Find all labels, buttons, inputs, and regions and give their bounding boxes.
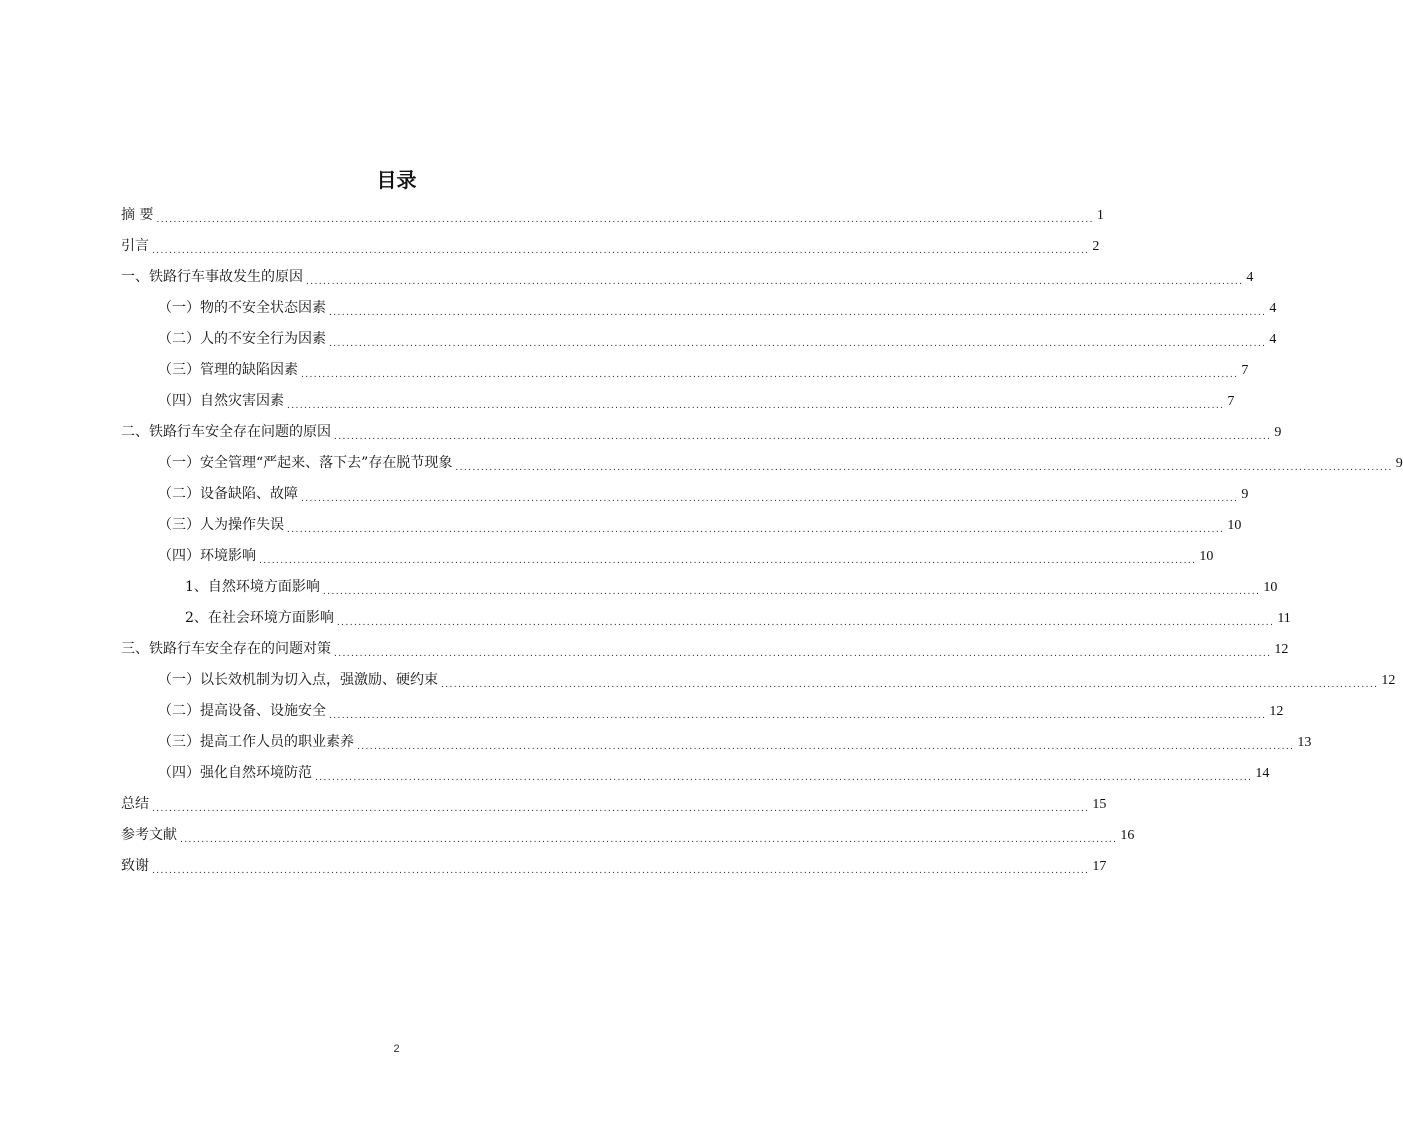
toc-entry-page: 2 bbox=[1092, 239, 1100, 254]
toc-entry-label: （四）环境影响 bbox=[158, 548, 256, 564]
toc-entry[interactable] bbox=[121, 293, 1277, 324]
toc-entry-label: （一）安全管理“严起来、落下去”存在脱节现象 bbox=[158, 455, 453, 471]
dot-leader: ............................................................................................................................................................................................................................ bbox=[455, 463, 1393, 473]
toc-entry[interactable] bbox=[121, 541, 1214, 572]
toc-entry[interactable] bbox=[121, 696, 1284, 727]
toc-entry[interactable] bbox=[121, 262, 1254, 293]
toc-entry[interactable] bbox=[121, 200, 1104, 231]
dot-leader: ............................................................................................................................................................................................................................ bbox=[156, 215, 1094, 225]
toc-entry-label: 二、铁路行车安全存在问题的原因 bbox=[121, 424, 331, 440]
toc-entry-page: 7 bbox=[1227, 394, 1235, 409]
dot-leader: ............................................................................................................................................................................................................................ bbox=[336, 618, 1275, 628]
dot-leader: ............................................................................................................................................................................................................................ bbox=[152, 804, 1090, 814]
toc-title: 目录 bbox=[376, 168, 417, 192]
toc-entry-label: （三）人为操作失误 bbox=[158, 517, 284, 533]
toc-entry-page: 4 bbox=[1269, 332, 1277, 347]
toc-entry-page: 14 bbox=[1255, 766, 1270, 781]
toc-entry-label: 1、自然环境方面影响 bbox=[185, 579, 320, 595]
dot-leader: ............................................................................................................................................................................................................................ bbox=[322, 587, 1261, 597]
toc-entry-page: 7 bbox=[1241, 363, 1249, 378]
toc-entry-page: 4 bbox=[1246, 270, 1254, 285]
toc-entry[interactable] bbox=[121, 789, 1107, 820]
toc-entry-label: （三）提高工作人员的职业素养 bbox=[158, 734, 354, 750]
toc-entry-label: （二）人的不安全行为因素 bbox=[158, 331, 326, 347]
toc-entry[interactable] bbox=[121, 820, 1135, 851]
toc-entry-page: 16 bbox=[1120, 828, 1135, 843]
toc-entry-label: 参考文献 bbox=[121, 827, 177, 843]
dot-leader: ............................................................................................................................................................................................................................ bbox=[329, 711, 1267, 721]
toc-entry[interactable] bbox=[121, 231, 1100, 262]
toc-entry-page: 17 bbox=[1092, 859, 1107, 874]
dot-leader: ............................................................................................................................................................................................................................ bbox=[287, 401, 1225, 411]
toc-entry[interactable] bbox=[121, 665, 1396, 696]
toc-entry-label: 一、铁路行车事故发生的原因 bbox=[121, 269, 303, 285]
dot-leader: ............................................................................................................................................................................................................................ bbox=[334, 432, 1272, 442]
toc-entry-label: 摘 要 bbox=[121, 207, 154, 223]
dot-leader: ............................................................................................................................................................................................................................ bbox=[152, 246, 1090, 256]
toc-entry[interactable] bbox=[121, 603, 1291, 634]
toc-entry-label: （四）强化自然环境防范 bbox=[158, 765, 312, 781]
toc-entry-page: 1 bbox=[1096, 208, 1104, 223]
dot-leader: ............................................................................................................................................................................................................................ bbox=[329, 339, 1267, 349]
toc-entry-page: 12 bbox=[1274, 642, 1289, 657]
toc-entry-page: 10 bbox=[1263, 580, 1278, 595]
dot-leader: ............................................................................................................................................................................................................................ bbox=[301, 494, 1239, 504]
page-number: 2 bbox=[393, 1043, 400, 1055]
dot-leader: ............................................................................................................................................................................................................................ bbox=[334, 649, 1272, 659]
dot-leader: ............................................................................................................................................................................................................................ bbox=[180, 835, 1118, 845]
toc-entry-page: 12 bbox=[1269, 704, 1284, 719]
toc-entry-page: 11 bbox=[1277, 611, 1291, 626]
toc-entry-label: （四）自然灾害因素 bbox=[158, 393, 284, 409]
toc-entry[interactable] bbox=[121, 572, 1278, 603]
toc-entry-page: 15 bbox=[1092, 797, 1107, 812]
toc-entry[interactable] bbox=[121, 479, 1249, 510]
toc-entry-label: 三、铁路行车安全存在的问题对策 bbox=[121, 641, 331, 657]
toc-entry-page: 9 bbox=[1395, 456, 1403, 471]
toc-entry-page: 4 bbox=[1269, 301, 1277, 316]
dot-leader: ............................................................................................................................................................................................................................ bbox=[329, 308, 1267, 318]
toc-entry-label: 引言 bbox=[121, 238, 149, 254]
dot-leader: ............................................................................................................................................................................................................................ bbox=[315, 773, 1253, 783]
toc-entry-label: 致谢 bbox=[121, 858, 149, 874]
toc-entry-page: 10 bbox=[1199, 549, 1214, 564]
dot-leader: ............................................................................................................................................................................................................................ bbox=[306, 277, 1244, 287]
toc-entry-page: 9 bbox=[1274, 425, 1282, 440]
toc-entry[interactable] bbox=[121, 324, 1277, 355]
toc-entry-label: 2、在社会环境方面影响 bbox=[185, 610, 334, 626]
toc-entry-label: （一）以长效机制为切入点，强激励、硬约束 bbox=[158, 672, 438, 688]
toc-entry[interactable] bbox=[121, 510, 1242, 541]
toc-entry-label: （三）管理的缺陷因素 bbox=[158, 362, 298, 378]
toc-entry[interactable] bbox=[121, 727, 1312, 758]
toc-entry[interactable] bbox=[121, 417, 1282, 448]
toc-entry-page: 13 bbox=[1297, 735, 1312, 750]
dot-leader: ............................................................................................................................................................................................................................ bbox=[301, 370, 1239, 380]
toc-entry-page: 9 bbox=[1241, 487, 1249, 502]
dot-leader: ............................................................................................................................................................................................................................ bbox=[259, 556, 1197, 566]
toc-entry[interactable] bbox=[121, 386, 1235, 417]
toc-entry[interactable] bbox=[121, 851, 1107, 882]
dot-leader: ............................................................................................................................................................................................................................ bbox=[357, 742, 1295, 752]
toc-entry-page: 10 bbox=[1227, 518, 1242, 533]
dot-leader: ............................................................................................................................................................................................................................ bbox=[152, 866, 1090, 876]
toc-entry[interactable] bbox=[121, 634, 1289, 665]
table-of-contents bbox=[121, 200, 1403, 882]
toc-entry-page: 12 bbox=[1381, 673, 1396, 688]
toc-entry-label: （二）设备缺陷、故障 bbox=[158, 486, 298, 502]
toc-entry[interactable] bbox=[121, 448, 1403, 479]
toc-entry-label: （一）物的不安全状态因素 bbox=[158, 300, 326, 316]
dot-leader: ............................................................................................................................................................................................................................ bbox=[287, 525, 1225, 535]
toc-entry[interactable] bbox=[121, 758, 1270, 789]
toc-entry-label: 总结 bbox=[121, 796, 149, 812]
toc-entry-label: （二）提高设备、设施安全 bbox=[158, 703, 326, 719]
dot-leader: ............................................................................................................................................................................................................................ bbox=[441, 680, 1379, 690]
toc-entry[interactable] bbox=[121, 355, 1249, 386]
